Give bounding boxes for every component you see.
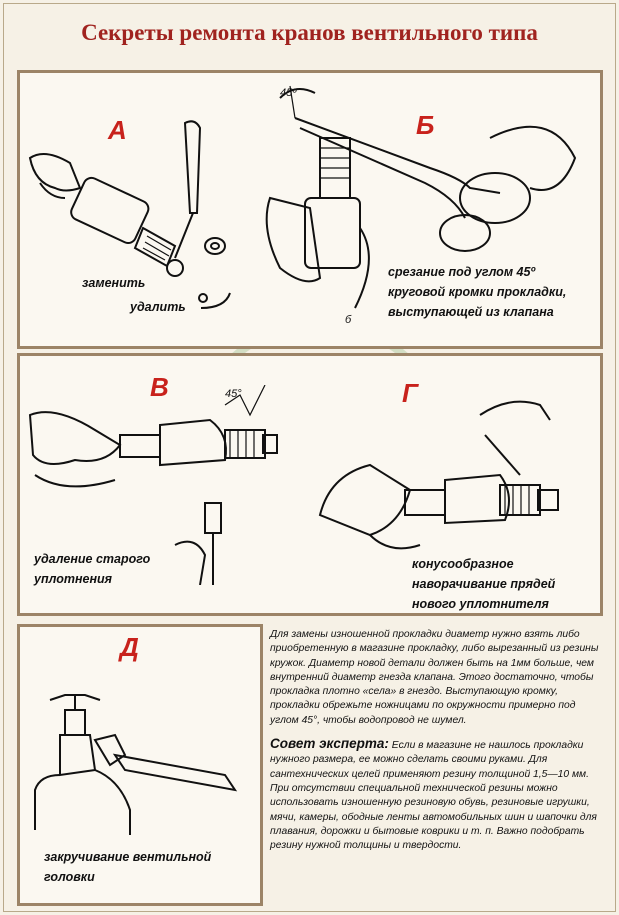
angle-label-b: 45º bbox=[280, 87, 297, 99]
body-paragraph: Для замены изношенной прокладки диаметр нужно взять либо приобретенную в магазине прокладку, либо вырезанный из резины кружок. Диаметр новой детали должен быть на 1мм больше, чем внутренний диаметр гнезда клапана. Этого достаточно, чтобы прокладка плотно «села» в гнездо. Выступающую кромку, прокладки обрежьте ножницами по окружности примерно под углом 45°, чтобы водопровод не шумел. bbox=[270, 629, 599, 726]
letter-d: Д bbox=[120, 632, 139, 662]
label-remove: удалить bbox=[130, 300, 186, 314]
caption-g-line-2: наворачивание прядей bbox=[412, 577, 556, 591]
advice-text: Если в магазине не нашлось прокладки нужного размера, ее можно сделать своими руками. Для сантехнических целей применяют резину толщиной 1,5—10 мм. При отсутствии специальной технической резины можно использовать изношенную резиновую обувь, резиновые игрушки, мячи, камеры, ободные ленты автомобильных шин и шапочки для плавания, дорожки и бытовые коврики и т. п. Важно подобрать резину нужной толщины и твердости. bbox=[270, 740, 597, 852]
letter-a: А bbox=[108, 115, 127, 145]
letter-b: Б bbox=[416, 110, 435, 140]
caption-v bbox=[34, 549, 150, 589]
caption-v-line-2: уплотнения bbox=[34, 572, 112, 586]
label-replace: заменить bbox=[82, 276, 146, 290]
drawing-faucet-d bbox=[25, 680, 255, 840]
letter-g: Г bbox=[402, 378, 418, 408]
page-title: Секреты ремонта кранов вентильного типа bbox=[81, 20, 538, 45]
caption-b-line-1: срезание под углом 45º bbox=[388, 265, 536, 279]
instructions-text bbox=[270, 628, 606, 853]
letter-v: В bbox=[150, 372, 169, 402]
drawing-valve-g bbox=[310, 395, 595, 565]
caption-v-line-1: удаление старого bbox=[34, 552, 151, 566]
advice-title: Совет эксперта: bbox=[270, 736, 389, 752]
caption-g-line-3: нового уплотнителя bbox=[412, 597, 549, 611]
caption-d-line-1: закручивание вентильной bbox=[44, 850, 212, 864]
caption-d bbox=[44, 847, 211, 887]
caption-b bbox=[388, 262, 566, 322]
angle-label-v: 45° bbox=[225, 388, 242, 400]
caption-g bbox=[412, 554, 555, 614]
fig-mark-b: б bbox=[345, 314, 352, 326]
expert-advice bbox=[270, 737, 606, 853]
caption-g-line-1: конусообразное bbox=[412, 557, 514, 571]
caption-b-line-3: выступающей из клапана bbox=[388, 305, 554, 319]
caption-b-line-2: круговой кромки прокладки, bbox=[388, 285, 567, 299]
caption-d-line-2: головки bbox=[44, 870, 95, 884]
